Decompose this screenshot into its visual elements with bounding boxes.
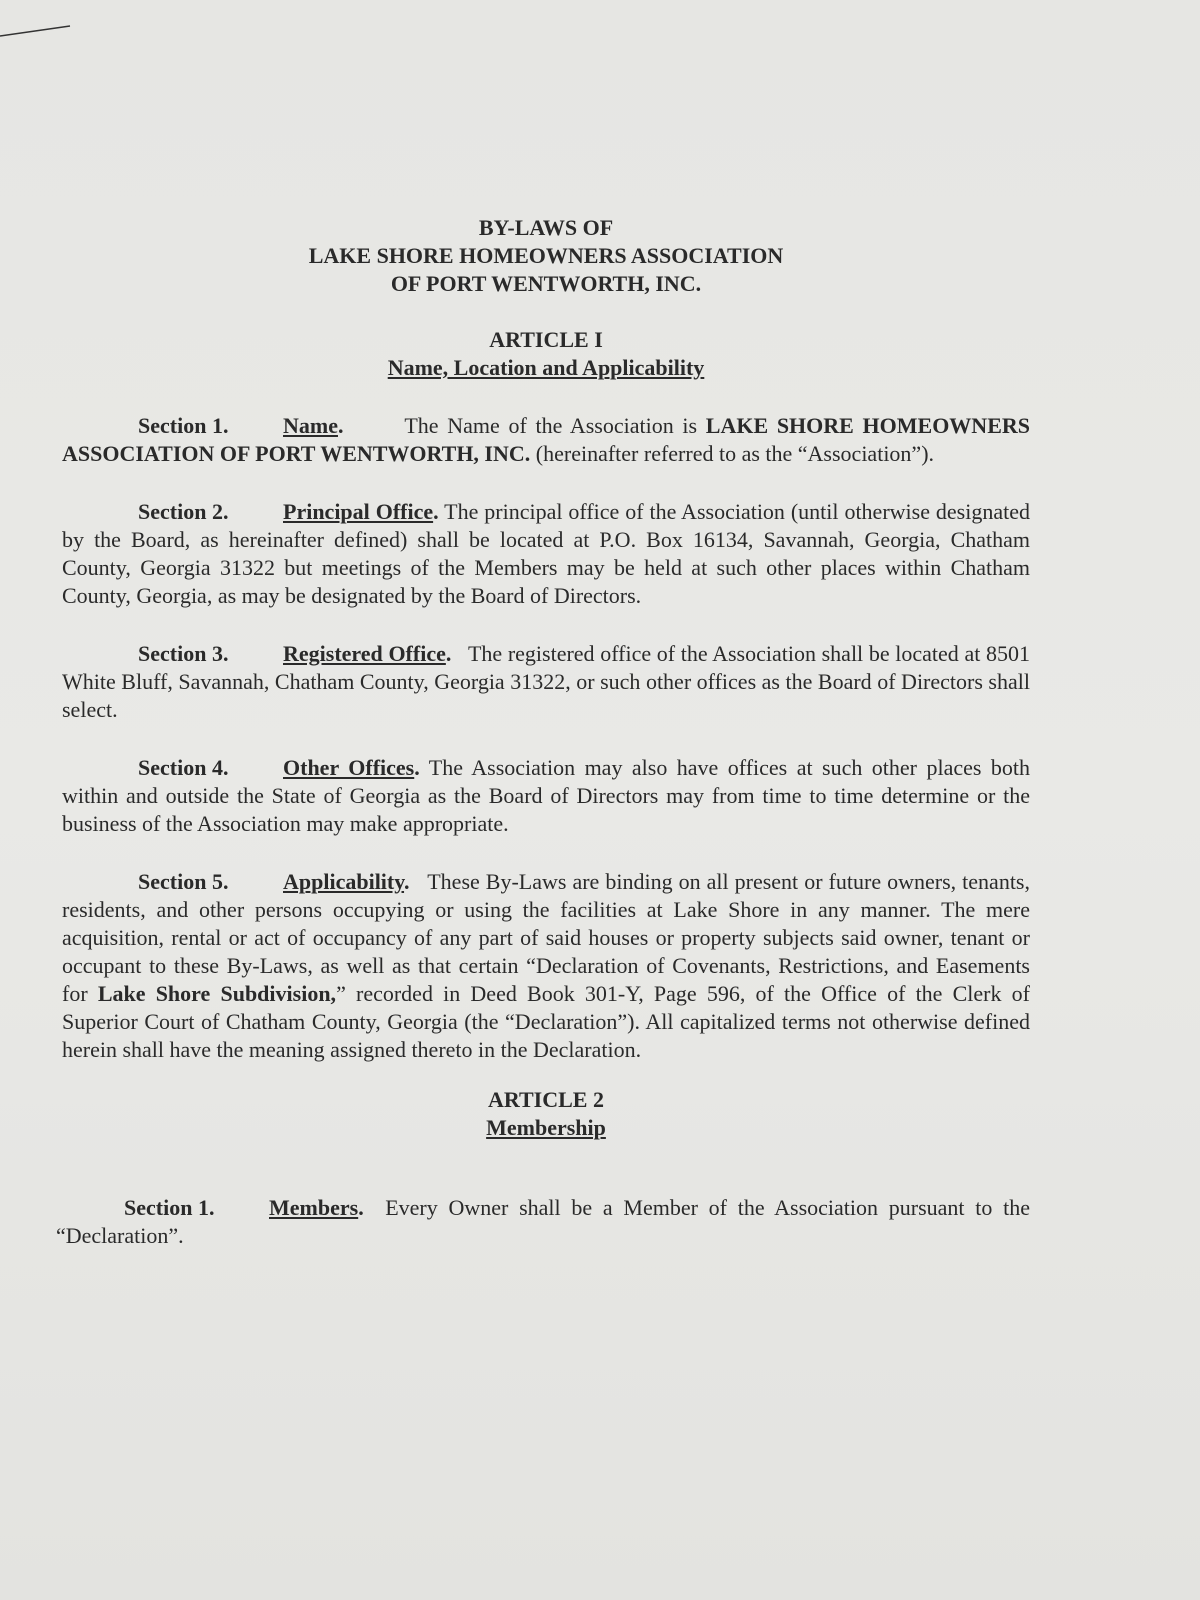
section-number: Section 1.	[138, 413, 229, 438]
article-2-heading: ARTICLE 2	[488, 1087, 604, 1112]
section-number: Section 2.	[138, 499, 229, 524]
section-bold-text: LAKE SHORE HOMEOWNERS ASSOCIATION OF PORT WENTWORTH, INC.	[62, 413, 1030, 466]
article-1-section-1: Section 1. Name. The Name of the Association is LAKE SHORE HOMEOWNERS ASSOCIATION OF PORT WENTWORTH, INC. (hereinafter referred to as the “Association”).	[62, 413, 1030, 466]
section-text-after: (hereinafter referred to as the “Association”).	[530, 441, 935, 466]
section-number: Section 5.	[138, 869, 229, 894]
document-title	[62, 214, 1030, 298]
article-1-section-2: Section 2. Principal Office. The principal office of the Association (until otherwise designated by the Board, as hereinafter defined) shall be located at P.O. Box 16134, Savannah, Georgia, Chatham County, Georgia 31322 but meetings of the Members may be held at such other places within Chatham County, Georgia, as may be designated by the Board of Directors.	[62, 499, 1030, 608]
section-name: Principal Office	[283, 499, 434, 524]
pen-stroke-mark	[0, 24, 72, 38]
article-2-subheading: Membership	[486, 1115, 606, 1140]
section-text: The Name of the Association is	[404, 413, 706, 438]
article-2-section-1: Section 1. Members. Every Owner shall be a Member of the Association pursuant to the “Declaration”.	[56, 1195, 1031, 1248]
section-name: Registered Office	[283, 641, 446, 666]
section-text: The registered office of the Association shall be located at 8501 White Bluff, Savannah, Chatham County, Georgia 31322, or such other offices as the Board of Directors shall select.	[62, 641, 1030, 722]
bylaws-content	[56, 214, 1031, 1250]
article-1-subheading: Name, Location and Applicability	[387, 355, 705, 380]
title-line-2: LAKE SHORE HOMEOWNERS ASSOCIATION	[308, 243, 784, 268]
article-1-section-3: Section 3. Registered Office. The registered office of the Association shall be located at 8501 White Bluff, Savannah, Chatham County, Georgia 31322, or such other offices as the Board of Directors shall select.	[62, 641, 1030, 722]
article-1-heading: ARTICLE I	[489, 327, 603, 352]
section-bold-text: Lake Shore Subdivision,	[97, 981, 337, 1006]
section-number: Section 1.	[124, 1195, 215, 1220]
title-line-1: BY-LAWS OF	[478, 215, 614, 240]
article-1-section-4: Section 4. Other Offices. The Association may also have offices at such other places both within and outside the State of Georgia as the Board of Directors may from time to time determine or the business of the Association may make appropriate.	[62, 755, 1030, 836]
section-text: The Association may also have offices at such other places both within and outside the State of Georgia as the Board of Directors may from time to time determine or the business of the Association may make appropriate.	[62, 755, 1030, 836]
title-line-3: OF PORT WENTWORTH, INC.	[390, 271, 702, 296]
section-text-after: ” recorded in Deed Book 301-Y, Page 596, of the Office of the Clerk of Superior Court of Chatham County, Georgia (the “Declaration”). All capitalized terms not otherwise defined herein shall have the meaning assigned thereto in the Declaration.	[62, 981, 1031, 1062]
section-name: Applicability	[283, 869, 405, 894]
section-text: These By-Laws are binding on all present or future owners, tenants, residents, and other persons occupying or using the facilities at Lake Shore in any manner. The mere acquisition, rental or act of occupancy of any part of said houses or property subjects said owner, tenant or occupant to these By-Laws, as well as that certain “Declaration of Covenants, Restrictions, and Easements for	[62, 869, 1030, 1006]
section-name: Other Offices	[283, 755, 415, 780]
section-name: Members	[269, 1195, 359, 1220]
section-number: Section 4.	[138, 755, 229, 780]
article-1-section-5: Section 5. Applicability. These By-Laws are binding on all present or future owners, tenants, residents, and other persons occupying or using the facilities at Lake Shore in any manner. The mere acquisition, rental or act of occupancy of any part of said houses or property subjects said owner, tenant or occupant to these By-Laws, as well as that certain “Declaration of Covenants, Restrictions, and Easements for Lake Shore Subdivision,” recorded in Deed Book 301-Y, Page 596, of the Office of the Clerk of Superior Court of Chatham County, Georgia (the “Declaration”). All capitalized terms not otherwise defined herein shall have the meaning assigned thereto in the Declaration.	[62, 869, 1031, 1062]
section-number: Section 3.	[138, 641, 229, 666]
section-text: Every Owner shall be a Member of the Association pursuant to the “Declaration”.	[56, 1195, 1031, 1248]
section-text: The principal office of the Association (until otherwise designated by the Board, as hereinafter defined) shall be located at P.O. Box 16134, Savannah, Georgia, Chatham County, Georgia 31322 but meetings of the Members may be held at such other places within Chatham County, Georgia, as may be designated by the Board of Directors.	[62, 499, 1030, 608]
section-name: Name	[283, 413, 338, 438]
